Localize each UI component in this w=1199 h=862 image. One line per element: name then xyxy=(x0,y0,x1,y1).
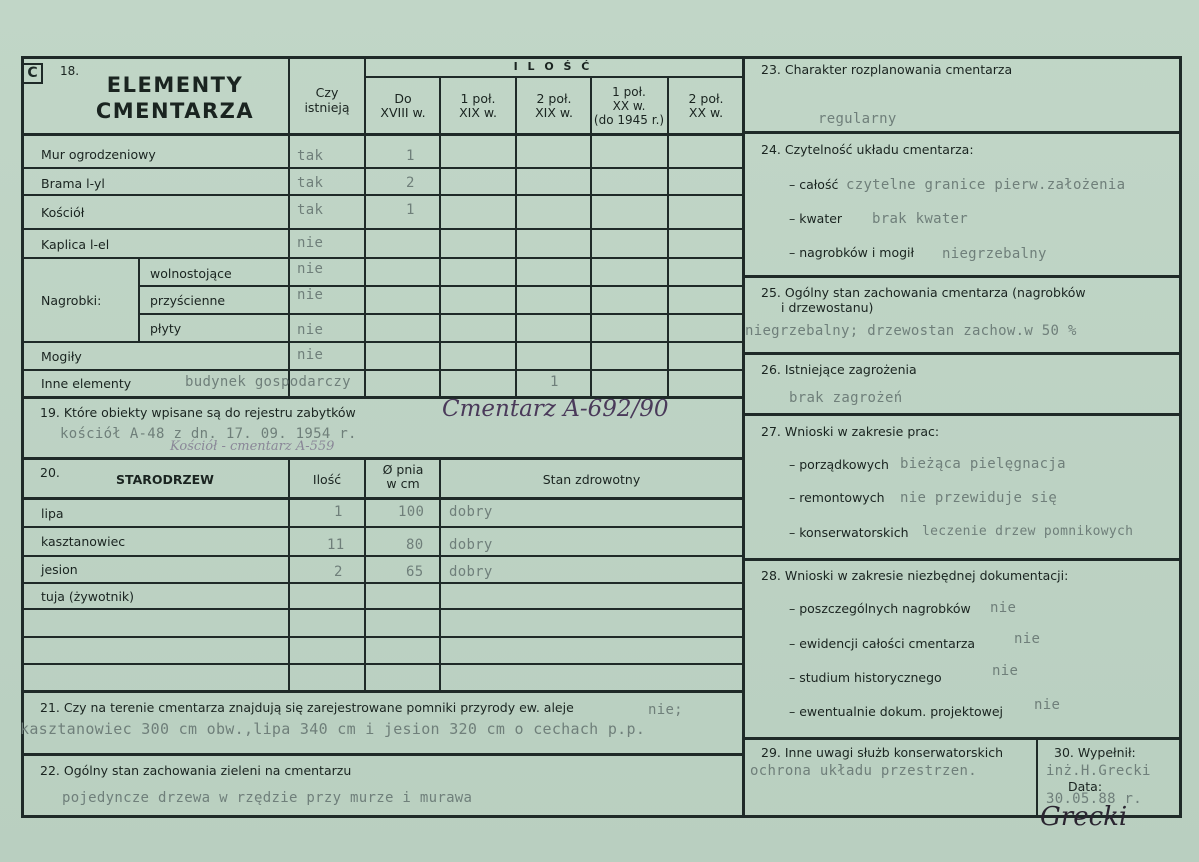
tree-count-1: 11 xyxy=(327,537,345,553)
condition-question-2: i drzewostanu) xyxy=(781,300,874,315)
frame-bottom xyxy=(21,815,1182,818)
row-label-3: Kaplica l-el xyxy=(41,237,110,252)
tree-diameter-2: 65 xyxy=(406,564,424,580)
registry-question: 19. Które obiekty wpisane są do rejestru zabytków xyxy=(40,405,356,420)
tree-row-line xyxy=(21,663,743,665)
works-value-2: leczenie drzew pomnikowych xyxy=(922,524,1134,539)
trees-title: STARODRZEW xyxy=(116,472,214,487)
tree-name-2: jesion xyxy=(41,562,78,577)
greenery-answer: pojedyncze drzewa w rzędzie przy murze i murawa xyxy=(62,790,473,806)
tombstone-divider xyxy=(138,257,140,343)
tree-name-3: tuja (żywotnik) xyxy=(41,589,135,604)
row-label-2: Kościół xyxy=(41,205,85,220)
frame-left xyxy=(21,56,24,818)
s25-bottom xyxy=(744,352,1181,355)
s24-bottom xyxy=(744,275,1181,278)
works-question: 27. Wnioski w zakresie prac: xyxy=(761,424,940,439)
qty-1: 2 xyxy=(406,175,415,191)
works-label-1: – remontowych xyxy=(789,490,885,505)
readability-label-1: – kwater xyxy=(789,211,843,226)
other-qty: 1 xyxy=(550,374,559,390)
nature-answer: nie; xyxy=(648,702,683,718)
s27-bottom xyxy=(744,558,1181,561)
elements-title-2: CMENTARZA xyxy=(95,99,255,123)
row-line xyxy=(21,194,743,196)
qty-0: 1 xyxy=(406,148,415,164)
trees-col-line xyxy=(288,457,290,692)
tree-diameter-0: 100 xyxy=(398,504,425,520)
doc-value-3: nie xyxy=(1034,697,1061,713)
date-label: Data: xyxy=(1068,779,1103,794)
registry-bottom xyxy=(21,457,743,460)
trees-header-bottom xyxy=(21,497,743,500)
tombstone-label-2: płyty xyxy=(150,321,182,336)
condition-question-1: 25. Ogólny stan zachowania cmentarza (nagrobków xyxy=(761,285,1086,300)
exists-0: tak xyxy=(297,148,324,164)
elements-title-1: ELEMENTY xyxy=(106,73,244,97)
tree-row-line xyxy=(21,608,743,610)
nature-bottom xyxy=(21,753,743,756)
tree-row-line xyxy=(21,636,743,638)
row-line xyxy=(21,257,743,259)
qty-header-line xyxy=(364,76,744,78)
graves-exists: nie xyxy=(297,347,324,363)
filled-by-label: 30. Wypełnił: xyxy=(1054,745,1136,760)
nature-question: 21. Czy na terenie cmentarza znajdują się zarejestrowane pomniki przyrody ew. aleje xyxy=(40,700,574,715)
tombstone-label-1: przyścienne xyxy=(150,293,226,308)
s28-bottom xyxy=(744,737,1181,740)
trees-col-count: Ilość xyxy=(312,472,342,487)
doc-label-3: – ewentualnie dokum. projektowej xyxy=(789,704,1004,719)
tree-health-2: dobry xyxy=(449,564,493,580)
tree-name-0: lipa xyxy=(41,506,64,521)
row-label-1: Brama l-yl xyxy=(41,176,105,191)
readability-value-1: brak kwater xyxy=(872,211,969,227)
registry-handwritten-main: Cmentarz A-692/90 xyxy=(442,396,669,422)
period-header-4: 2 poł. XX w. xyxy=(688,91,724,120)
tomb-exists-1: nie xyxy=(297,287,324,303)
row-line xyxy=(138,285,743,287)
doc-value-0: nie xyxy=(990,600,1017,616)
threats-question: 26. Istniejące zagrożenia xyxy=(761,362,917,377)
doc-question: 28. Wnioski w zakresie niezbędnej dokumentacji: xyxy=(761,568,1069,583)
works-value-0: bieżąca pielęgnacja xyxy=(900,456,1066,472)
tree-row-line xyxy=(21,526,743,528)
registry-typed: kościół A-48 z dn. 17. 09. 1954 r. xyxy=(60,426,357,442)
doc-value-2: nie xyxy=(992,663,1019,679)
layout-type-question: 23. Charakter rozplanowania cmentarza xyxy=(761,62,1013,77)
row-line xyxy=(21,369,743,371)
tree-name-1: kasztanowiec xyxy=(41,534,126,549)
tree-row-line xyxy=(21,555,743,557)
graves-label: Mogiły xyxy=(41,349,82,364)
signature: Grecki xyxy=(1040,802,1128,832)
registry-handwritten-small: Kościół - cmentarz A-559 xyxy=(170,439,335,454)
works-label-0: – porządkowych xyxy=(789,457,889,472)
greenery-question: 22. Ogólny stan zachowania zieleni na cmentarzu xyxy=(40,763,352,778)
s23-bottom xyxy=(744,131,1181,134)
tomb-exists-0: nie xyxy=(297,261,324,277)
elements-header-bottom xyxy=(21,133,743,136)
col-quantity-header: I L O Ś Ć xyxy=(513,60,593,73)
col-exists-header: Czy istnieją xyxy=(304,85,350,115)
frame-top xyxy=(21,56,1182,59)
row-line xyxy=(21,228,743,230)
other-label: Inne elementy xyxy=(41,376,132,391)
row-line xyxy=(21,341,743,343)
trees-col-health: Stan zdrowotny xyxy=(542,472,641,487)
period-header-3: 1 poł. XX w. (do 1945 r.) xyxy=(593,85,665,127)
remarks-answer: ochrona układu przestrzen. xyxy=(750,763,977,779)
works-label-2: – konserwatorskich xyxy=(789,525,909,540)
frame-right xyxy=(1179,56,1182,818)
s26-bottom xyxy=(744,413,1181,416)
tree-row-line xyxy=(21,582,743,584)
tree-count-0: 1 xyxy=(334,504,343,520)
tree-diameter-1: 80 xyxy=(406,537,424,553)
doc-label-1: – ewidencji całości cmentarza xyxy=(789,636,976,651)
trees-col-diameter: Ø pnia w cm xyxy=(382,462,424,491)
qty-2: 1 xyxy=(406,202,415,218)
readability-question: 24. Czytelność układu cmentarza: xyxy=(761,142,974,157)
trees-number: 20. xyxy=(40,465,60,480)
exists-1: tak xyxy=(297,175,324,191)
tombstone-label-0: wolnostojące xyxy=(150,266,232,281)
period-header-1: 1 poł. XIX w. xyxy=(459,91,497,120)
tree-count-2: 2 xyxy=(334,564,343,580)
layout-type-answer: regularny xyxy=(818,111,897,127)
nature-detail: kasztanowiec 300 cm obw.,lipa 340 cm i jesion 320 cm o cechach p.p. xyxy=(20,720,646,738)
other-value: budynek gospodarczy xyxy=(185,374,351,390)
doc-value-1: nie xyxy=(1014,631,1041,647)
row-label-0: Mur ogrodzeniowy xyxy=(41,147,156,162)
row-line xyxy=(138,313,743,315)
readability-label-0: – całość xyxy=(789,177,839,192)
readability-value-2: niegrzebalny xyxy=(942,246,1047,262)
trees-col-line xyxy=(439,457,441,692)
readability-value-0: czytelne granice pierw.założenia xyxy=(846,177,1126,193)
threats-answer: brak zagrożeń xyxy=(789,390,903,406)
s29-30-divider xyxy=(1036,737,1038,817)
filled-by-name: inż.H.Grecki xyxy=(1046,763,1151,779)
tomb-exists-2: nie xyxy=(297,322,324,338)
col-line-q2 xyxy=(439,77,441,398)
readability-label-2: – nagrobków i mogił xyxy=(789,245,915,260)
row-line xyxy=(21,167,743,169)
trees-col-line xyxy=(364,457,366,692)
tree-health-1: dobry xyxy=(449,537,493,553)
period-header-0: Do XVIII w. xyxy=(380,91,426,120)
tree-health-0: dobry xyxy=(449,504,493,520)
section-letter: C xyxy=(22,63,43,84)
exists-3: nie xyxy=(297,235,324,251)
trees-bottom xyxy=(21,690,743,693)
doc-label-2: – studium historycznego xyxy=(789,670,942,685)
col-line-q3 xyxy=(515,77,517,398)
remarks-question: 29. Inne uwagi służb konserwatorskich xyxy=(761,745,1003,760)
period-header-2: 2 poł. XIX w. xyxy=(535,91,573,120)
date-value: 30.05.88 r. xyxy=(1046,791,1143,807)
works-value-1: nie przewiduje się xyxy=(900,490,1058,506)
doc-label-0: – poszczególnych nagrobków xyxy=(789,601,971,616)
section-18-number: 18. xyxy=(60,64,80,78)
frame-middle xyxy=(742,56,745,818)
tombstones-label: Nagrobki: xyxy=(41,293,102,308)
condition-answer: niegrzebalny; drzewostan zachow.w 50 % xyxy=(745,323,1077,339)
exists-2: tak xyxy=(297,202,324,218)
